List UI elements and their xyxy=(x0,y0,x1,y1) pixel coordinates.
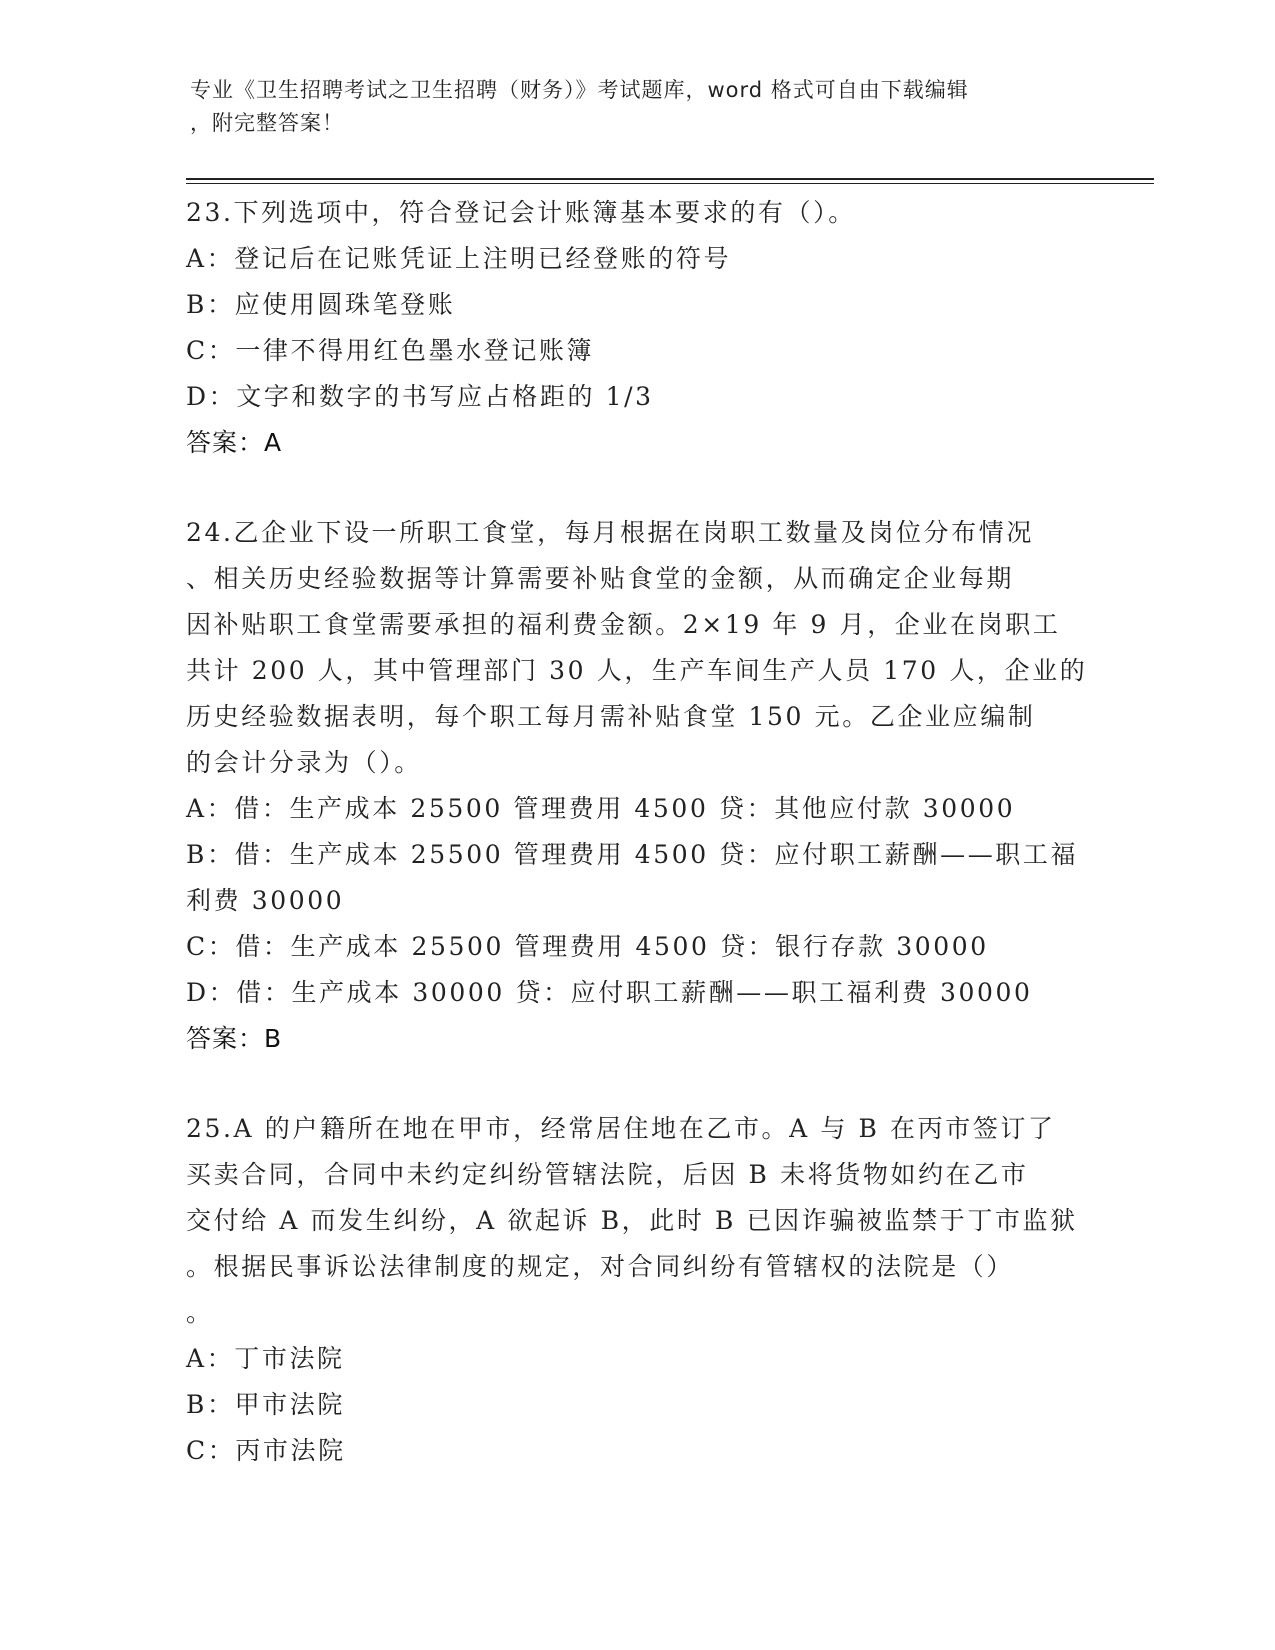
question-option-line: C：丙市法院 xyxy=(186,1436,346,1465)
question-stem-line: 。 xyxy=(186,1298,214,1327)
question-option xyxy=(186,282,1086,328)
question-option-line: A：借：生产成本 25500 管理费用 4500 贷：其他应付款 30000 xyxy=(186,794,1016,823)
question-option xyxy=(186,970,1086,1016)
question-option-line: C：一律不得用红色墨水登记账簿 xyxy=(186,336,595,365)
question-option-line: B：甲市法院 xyxy=(186,1390,345,1419)
question-option xyxy=(186,236,1086,282)
question-3 xyxy=(186,1106,1086,1474)
question-1 xyxy=(186,190,1086,466)
question-stem xyxy=(186,1106,1086,1336)
question-stem-line: 历史经验数据表明，每个职工每月需补贴食堂 150 元。乙企业应编制 xyxy=(186,702,1036,731)
question-stem-line: 买卖合同，合同中未约定纠纷管辖法院，后因 B 未将货物如约在乙市 xyxy=(186,1160,1029,1189)
question-option xyxy=(186,374,1086,420)
question-option-line: D：文字和数字的书写应占格距的 1/3 xyxy=(186,382,654,411)
document-header xyxy=(190,74,1080,140)
question-option xyxy=(186,832,1086,924)
question-option-line: A：登记后在记账凭证上注明已经登账的符号 xyxy=(186,244,732,273)
question-option-line: C：借：生产成本 25500 管理费用 4500 贷：银行存款 30000 xyxy=(186,932,989,961)
question-option xyxy=(186,1336,1086,1382)
question-option xyxy=(186,1428,1086,1474)
question-stem xyxy=(186,190,1086,236)
question-stem-line: 共计 200 人，其中管理部门 30 人，生产车间生产人员 170 人，企业的 xyxy=(186,656,1088,685)
question-2 xyxy=(186,510,1086,1062)
question-stem-line: 23.下列选项中，符合登记会计账簿基本要求的有（）。 xyxy=(186,198,856,227)
question-option-line: B：应使用圆珠笔登账 xyxy=(186,290,456,319)
header-rule-thin xyxy=(186,183,1154,184)
question-stem-line: 25.A 的户籍所在地在甲市，经常居住地在乙市。A 与 B 在丙市签订了 xyxy=(186,1114,1056,1143)
question-stem-line: 、相关历史经验数据等计算需要补贴食堂的金额，从而确定企业每期 xyxy=(186,564,1015,593)
question-stem-line: 交付给 A 而发生纠纷，A 欲起诉 B，此时 B 已因诈骗被监禁于丁市监狱 xyxy=(186,1206,1078,1235)
question-option-line: D：借：生产成本 30000 贷：应付职工薪酬——职工福利费 30000 xyxy=(186,978,1033,1007)
question-option xyxy=(186,328,1086,374)
question-option xyxy=(186,786,1086,832)
header-line-2: ，附完整答案！ xyxy=(190,111,344,135)
header-line-1: 专业《卫生招聘考试之卫生招聘（财务）》考试题库，word 格式可自由下载编辑 xyxy=(190,78,969,102)
question-stem-line: 因补贴职工食堂需要承担的福利费金额。2×19 年 9 月，企业在岗职工 xyxy=(186,610,1061,639)
question-stem-line: 。根据民事诉讼法律制度的规定，对合同纠纷有管辖权的法院是（） xyxy=(186,1252,1015,1281)
question-stem-line: 的会计分录为（）。 xyxy=(186,748,422,777)
question-list xyxy=(186,190,1086,1474)
question-option xyxy=(186,1382,1086,1428)
question-spacer xyxy=(186,1062,1086,1106)
question-option xyxy=(186,924,1086,970)
question-option-line: 利费 30000 xyxy=(186,886,345,915)
question-answer: 答案：A xyxy=(186,428,283,457)
header-rule-thick xyxy=(186,178,1154,180)
question-answer: 答案：B xyxy=(186,1024,283,1053)
question-option-line: B：借：生产成本 25500 管理费用 4500 贷：应付职工薪酬——职工福 xyxy=(186,840,1079,869)
question-option-line: A：丁市法院 xyxy=(186,1344,345,1373)
question-stem xyxy=(186,510,1086,786)
question-spacer xyxy=(186,466,1086,510)
question-stem-line: 24.乙企业下设一所职工食堂，每月根据在岗职工数量及岗位分布情况 xyxy=(186,518,1034,547)
